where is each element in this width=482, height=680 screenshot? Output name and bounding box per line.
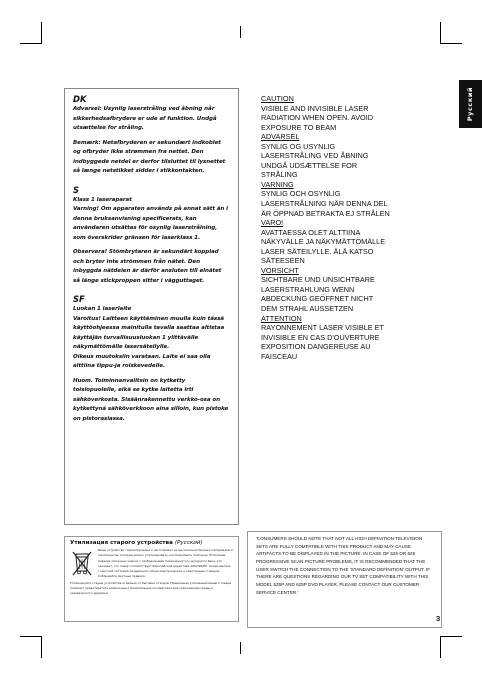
crop-mark — [240, 26, 241, 38]
caution-line: EXPOSURE TO BEAM — [261, 122, 337, 132]
disposal-title — [70, 540, 233, 546]
language-tab — [459, 80, 482, 128]
caution-line: STRÅLING — [261, 170, 298, 180]
warning-paragraph: Bemærk: Netafbryderen er sekundært indkoblet og ofbryder ikke strømmen fra nettet. Den indbyggede netdel er derfor tilsluttet til lysnettet så længe netstikket sidder i stikkontakten. — [73, 139, 226, 174]
caution-line: RADIATION WHEN OPEN. AVOID — [261, 113, 374, 123]
disposal-row — [70, 548, 233, 580]
caution-line: SYNLIG OG USYNLIG — [261, 141, 336, 151]
warning-paragraph: Advarsel: Usynlig laserstråling ved åbning når sikkerhedsafbrydere er ude af funktion. Undgå utsættelse for stråling. — [73, 106, 217, 131]
caution-heading: VORSICHT — [261, 265, 299, 275]
caution-line: LASERSTRÅLING VED ÅBNING — [261, 151, 369, 161]
caution-line: LASER SÄTEILYLLE. ÄLÄ KATSO — [261, 246, 374, 256]
crop-mark — [41, 636, 42, 658]
section-code-sf: SF — [73, 294, 85, 304]
caution-line: VISIBLE AND INVISIBLE LASER — [261, 103, 369, 113]
warning-paragraph: Luokan 1 laserlaite Varoitus! Laitteen käyttäminen muulla kuin tässä käyttöohjeessa mainitulla tavalla saattaa altistaa käyttäjän turvallisuusluokan 1 ylittävälle näkymättömälle lasersäteilylle. Oikeus muutoksiin varataan. Laite ei saa olla alttiina tippu-ja roiskevedelle. — [73, 306, 225, 369]
caution-line: DEM STRAHL AUSSETZEN — [261, 304, 354, 314]
caution-heading: ATTENTION — [261, 313, 302, 323]
disposal-language-tag: (Русский) — [174, 540, 203, 546]
caution-line: SICHTBARE UND UNSICHTBARE — [261, 275, 375, 285]
disposal-text: Ваше устройство спроектировано и изготовлено из высококачественных материалов и компонентов, которые можно утилизировать и использовать повторно. Если ваше изделие помечено знаком с изображением перечеркнутого мусорного бака, это означает, что товар соответствует Европейской директиве 2002/96/EC. Ознакомьтесь с местной системой раздельного сбора электрических и электронных товаров. Соблюдайте местные правила. — [98, 548, 233, 579]
caution-line: LASERSTRAHLUNG WENN — [261, 284, 355, 294]
warning-paragraph: Klass 1 laseraparat Varning! Om apparaten används på annat sätt än i denna bruksanvisning specificerats, kan användaren utsättas för osynlig laserstrålning, som överskrider gränsen för laserklass 1. — [73, 196, 228, 241]
caution-line: INVISIBLE EN CAS D'OUVERTURE — [261, 332, 380, 342]
caution-line: SYNLIG OCH OSYNLIG — [261, 189, 341, 199]
caution-line: LASERSTRÅLNING NÄR DENNA DEL — [261, 199, 388, 209]
caution-line: RAYONNEMENT LASER VISIBLE ET — [261, 323, 384, 333]
caution-heading: VARNING — [261, 179, 294, 189]
crop-mark — [41, 22, 42, 44]
crop-mark — [440, 43, 462, 44]
crop-mark — [440, 22, 441, 44]
laser-warning-box — [64, 88, 239, 525]
caution-line: FAISCEAU — [261, 351, 298, 361]
caution-heading: VARO! — [261, 218, 284, 228]
caution-line: SÄTEESEEN — [261, 256, 305, 266]
crop-mark — [440, 636, 462, 637]
section-code-dk: DK — [73, 94, 87, 104]
crop-mark — [20, 43, 42, 44]
caution-heading: ADVARSEL — [261, 132, 300, 142]
caution-list — [261, 94, 441, 361]
section-code-s: S — [73, 184, 80, 195]
caution-line: AVATTAESSA OLET ALTTIINA — [261, 227, 361, 237]
crop-mark — [20, 636, 42, 637]
crop-mark — [240, 642, 241, 654]
page-number: 3 — [436, 614, 441, 623]
disposal-text-continued: Утилизируйте старые устройства отдельно от бытовых отходов. Правильная утилизация вашего товара позволит предотвратить возможные отрицательные последствия для окружающей среды и человеческого здоровья. — [70, 580, 232, 596]
caution-line: NÄKYVÄLLE JA NÄKYMÄTTÖMÄLLE — [261, 237, 386, 247]
caution-line: UNDGÅ UDSÆTTELSE FOR — [261, 160, 358, 170]
crop-mark — [440, 636, 441, 658]
caution-line: ABDECKUNG GEÖFFNET NICHT — [261, 294, 374, 304]
warning-paragraph: Observera! Stömbrytaren är sekundärt kopplad och bryter inte strömmen från nätet. Den inbyggda nätdelen är därför ansluten till elnätet så länge stickproppen sitter i vägguttaget. — [73, 249, 222, 284]
consumer-note-text: 'CONSUMERS SHOULD NOTE THAT NOT ALL HIGH DEFINITION TELEVISION SETS ARE FULLY COMPATIBLE WITH THIS PRODUCT AND MAY CAUSE ARTIFACTS TO BE DISPLAYED IN THE PICTURE. IN CASE OF 525 OR 625 PROGRESSIVE SCAN PICTURE PROBLEMS, IT IS RECOMMENDED THAT THE USER SWITCH THE CONNECTION TO THE 'STANDARD DEFINITION' OUTPUT. IF THERE ARE QUESTIONS REGARDING OUR TV SET COMPATIBILITY WITH THIS MODEL 525P AND 625P DVD PLAYER, PLEASE CONTACT OUR CUSTOMER SERVICE CENTER.' — [256, 536, 431, 595]
disposal-notice-box — [64, 536, 239, 622]
caution-line: EXPOSITION DANGEREUSE AU — [261, 342, 371, 352]
warning-paragraph: Huom. Toiminnanvalitsin on kytketty toisiopuolelle, eikä se kytke laitetta irti sähköverkosta. Sisäänrakennettu verkko-osa on kytkettynä sähköverkkoon aina silloin, kun pistoke on pistorasiassa. — [73, 377, 229, 422]
consumer-note-box — [247, 531, 442, 628]
language-tab-label: Русский — [466, 86, 475, 122]
disposal-title-text: Утилизация старого устройства — [70, 540, 173, 546]
caution-line: ÄR ÖPPNAD BETRAKTA EJ STRÅLEN — [261, 208, 390, 218]
crossed-out-wheelie-bin-icon — [70, 550, 94, 578]
caution-heading: CAUTION — [261, 94, 294, 103]
